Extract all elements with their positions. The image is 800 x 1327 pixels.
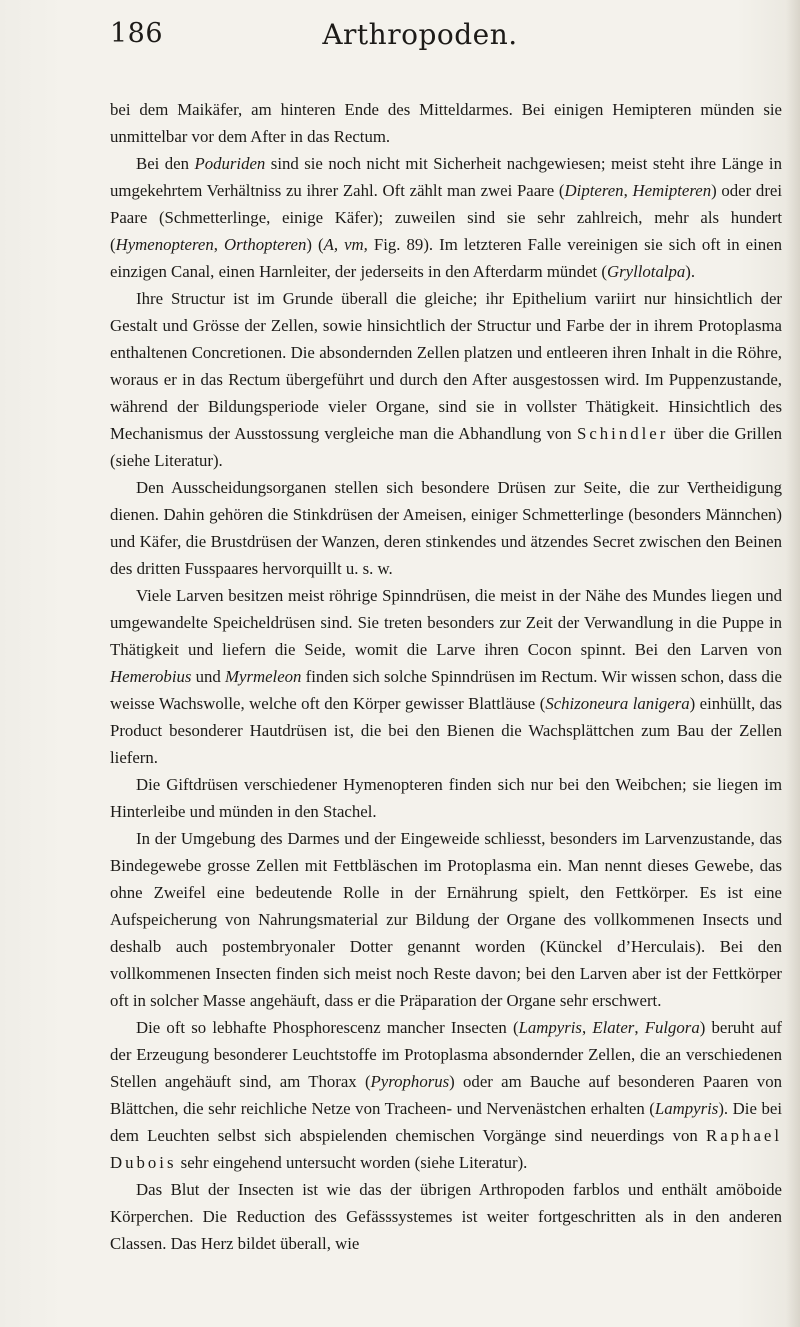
taxon-name: Gryllotalpa (606, 262, 686, 281)
page-number: 186 (110, 18, 164, 49)
taxon-name: Hemipteren (632, 181, 712, 200)
paragraph-defensive-glands: Den Ausscheidungsorganen stellen sich besondere Drüsen zur Seite, die zur Vertheidigung dienen. Dahin gehören die Stinkdrüsen der Ameisen, einiger Schmetterlinge (besonders Männchen) und Käfer, die Brustdrüsen der Wanzen, deren stinkendes und ätzendes Secret zwischen den Beinen des dritten Fusspaares hervorquillt u. s. w. (110, 478, 782, 578)
paragraph-spinning-glands: Viele Larven besitzen meist röhrige Spinndrüsen, die meist in der Nähe des Mundes liegen und umgewandelte Speicheldrüsen sind. Sie treten besonders zur Zeit der Verwandlung in die Puppe in Thätigkeit und liefern die Seide, womit die Larve ihren Cocon spinnt. Bei den Larven von Hemerobius und Myrmeleon finden sich solche Spinndrüsen im Rectum. Wir wissen schon, dass die weisse Wachswolle, welche oft den Körper gewisser Blattläuse (Schizoneura lanigera) einhüllt, das Product besonderer Hautdrüsen ist, die bei den Bienen die Wachsplättchen zum Bau der Zellen liefern. (110, 586, 783, 767)
paragraph-tube-count: Bei den Poduriden sind sie noch nicht mit Sicherheit nachgewiesen; meist steht ihre Länge in umgekehrtem Verhältniss zu ihrer Zahl. Oft zählt man zwei Paare (Dipteren, Hemipteren) oder drei Paare (Schmetterlinge, einige Käfer); zuweilen sind sie sehr zahlreich, mehr als hundert (Hymenopteren, Orthopteren) (A, vm, Fig. 89). Im letzteren Falle vereinigen sie sich oft in einen einzigen Canal, einen Harnleiter, der jederseits in den Afterdarm mündet (Gryllotalpa). (110, 154, 783, 281)
taxon-name: Lampyris (654, 1099, 719, 1118)
author-name: Raphael Dubois (110, 1126, 782, 1172)
paragraph-phosphorescence: Die oft so lebhafte Phosphorescenz mancher Insecten (Lampyris, Elater, Fulgora) beruht auf der Erzeugung besonderer Leuchtstoffe im Protoplasma absondernder Zellen, die an verschiedenen Stellen angehäuft sind, am Thorax (Pyrophorus) oder am Bauche auf besonderen Paaren von Blättchen, die sehr reichliche Netze von Tracheen- und Nervenästchen erhalten (Lampyris). Die bei dem Leuchten selbst sich abspielenden chemischen Vorgänge sind neuerdings von Raphael Dubois sehr eingehend untersucht worden (siehe Literatur). (110, 1018, 783, 1172)
taxon-name: Dipteren (564, 181, 624, 200)
author-name: Schindler (576, 424, 669, 443)
page-header (110, 18, 730, 58)
taxon-name: Lampyris (518, 1018, 582, 1037)
figure-label: A, vm, (323, 235, 368, 254)
paragraph-malpighian-position: bei dem Maikäfer, am hinteren Ende des Mitteldarmes. Bei einigen Hemipteren münden sie unmittelbar vor dem After in das Rectum. (110, 100, 782, 146)
taxon-name: Hymenopteren (115, 235, 214, 254)
paragraph-structure: Ihre Structur ist im Grunde überall die gleiche; ihr Epithelium variirt nur hinsichtlich der Gestalt und Grösse der Zellen, sowie hinsichtlich der Structur und Farbe der in ihrem Protoplasma enthaltenen Concretionen. Die absondernden Zellen platzen und entleeren ihren Inhalt in die Röhre, woraus er in das Rectum übergeführt und durch den After ausgestossen wird. Im Puppenzustande, während der Bildungsperiode vieler Organe, sind sie in vollster Thätigkeit. Hinsichtlich des Mechanismus der Ausstossung vergleiche man die Abhandlung von Schindler über die Grillen (siehe Literatur). (110, 289, 782, 470)
taxon-name: Schizoneura lanigera (545, 694, 690, 713)
taxon-name: Fulgora (644, 1018, 700, 1037)
taxon-name: Poduriden (194, 154, 266, 173)
taxon-name: Myrmeleon (225, 667, 302, 686)
paragraph-fat-body: In der Umgebung des Darmes und der Eingeweide schliesst, besonders im Larvenzustande, das Bindegewebe grosse Zellen mit Fettbläschen im Protoplasma ein. Man nennt dieses Gewebe, das ohne Zweifel eine bedeutende Rolle in der Ernährung spielt, den Fettkörper. Es ist eine Aufspeicherung von Nahrungsmaterial zur Bildung der Organe des vollkommenen Insects und deshalb auch postembryonaler Dotter genannt worden (Künckel d’Herculais). Bei den vollkommenen Insecten finden sich meist noch Reste davon; bei den Larven aber ist der Fettkörper oft in solcher Masse angehäuft, dass er die Präparation der Organe sehr erschwert. (110, 829, 782, 1010)
paragraph-poison-glands: Die Giftdrüsen verschiedener Hymenopteren finden sich nur bei den Weibchen; sie liegen im Hinterleibe und münden in den Stachel. (110, 775, 782, 821)
taxon-name: Elater (592, 1018, 635, 1037)
taxon-name: Hemerobius (110, 667, 192, 686)
body-text (110, 96, 782, 1257)
taxon-name: Orthopteren (224, 235, 307, 254)
running-title: Arthropoden. (322, 18, 518, 51)
paragraph-blood: Das Blut der Insecten ist wie das der übrigen Arthropoden farblos und enthält amöboide Körperchen. Die Reduction des Gefässsystemes ist weiter fortgeschritten als in den anderen Classen. Das Herz bildet überall, wie (110, 1180, 782, 1253)
page-edge-shadow (786, 0, 800, 1327)
taxon-name: Pyrophorus (370, 1072, 450, 1091)
